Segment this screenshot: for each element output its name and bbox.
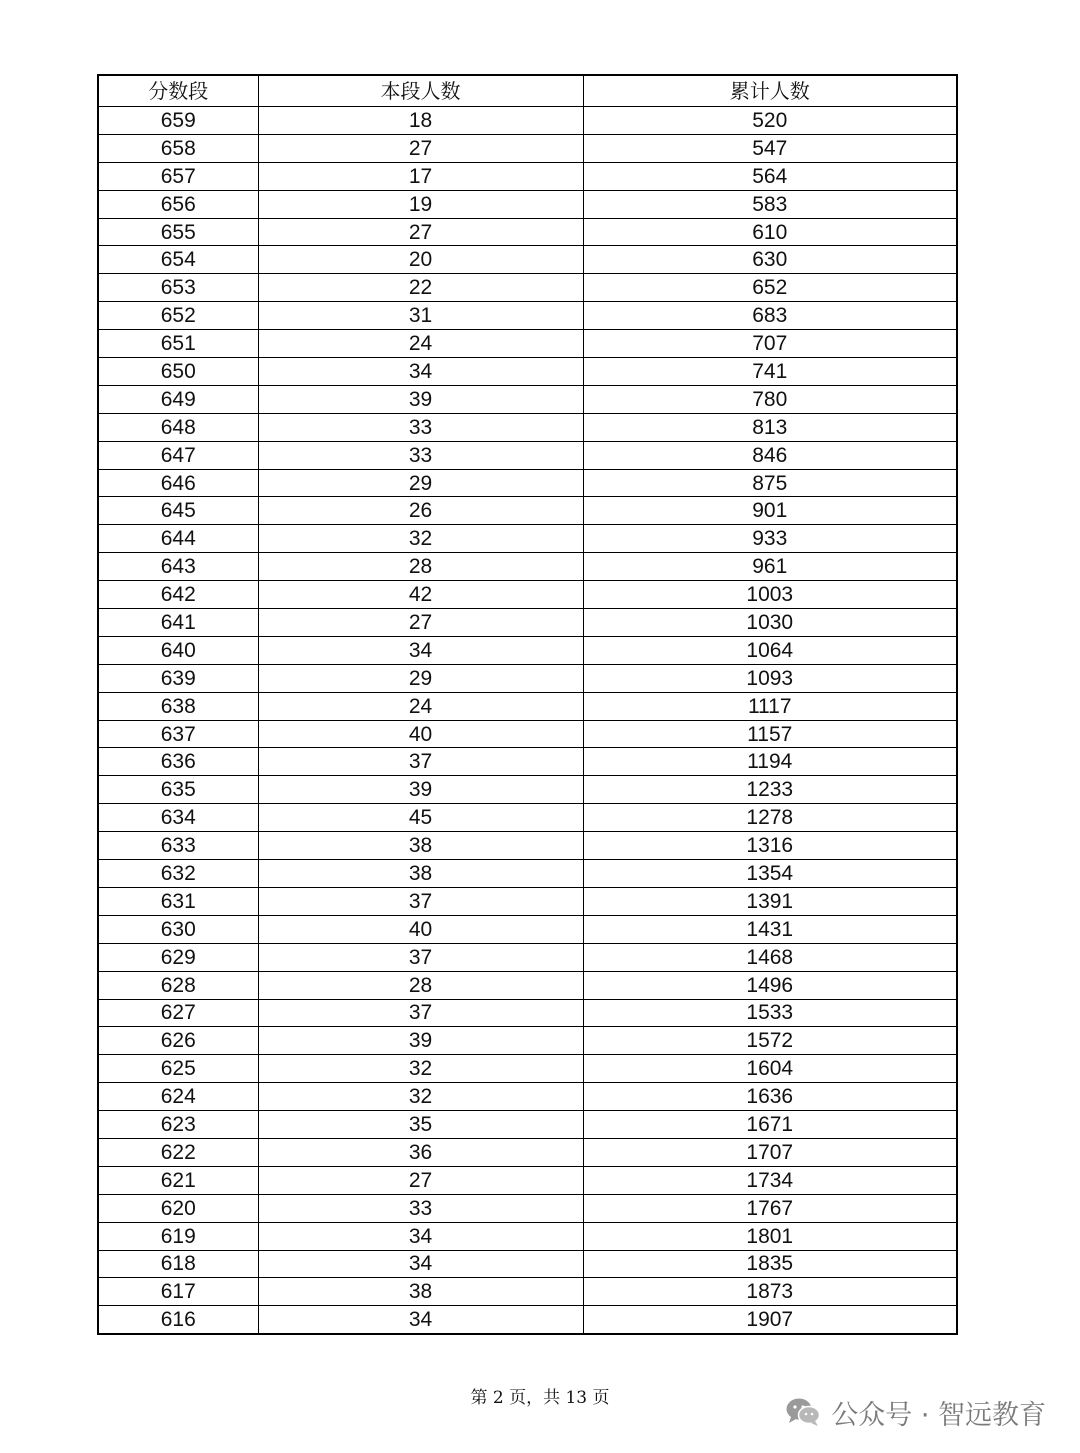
table-row [98,1278,957,1306]
table-row [98,525,957,553]
cumulative-count-cell: 961 [583,553,957,581]
table-row [98,581,957,609]
cumulative-count-cell: 1873 [583,1278,957,1306]
cumulative-count-cell: 1117 [583,692,957,720]
segment-count-cell: 34 [258,636,583,664]
segment-count-cell: 38 [258,860,583,888]
score-cell: 623 [98,1111,258,1139]
score-cell: 626 [98,1027,258,1055]
table-row [98,692,957,720]
header-segment-count: 本段人数 [258,75,583,107]
segment-count-cell: 37 [258,748,583,776]
segment-count-cell: 17 [258,162,583,190]
score-cell: 617 [98,1278,258,1306]
cumulative-count-cell: 901 [583,497,957,525]
table-row [98,832,957,860]
segment-count-cell: 32 [258,1083,583,1111]
cumulative-count-cell: 547 [583,134,957,162]
cumulative-count-cell: 583 [583,190,957,218]
score-cell: 624 [98,1083,258,1111]
score-cell: 629 [98,943,258,971]
segment-count-cell: 39 [258,385,583,413]
segment-count-cell: 37 [258,999,583,1027]
segment-count-cell: 29 [258,469,583,497]
cumulative-count-cell: 1468 [583,943,957,971]
score-cell: 644 [98,525,258,553]
segment-count-cell: 36 [258,1138,583,1166]
cumulative-count-cell: 1233 [583,776,957,804]
score-cell: 621 [98,1166,258,1194]
cumulative-count-cell: 1316 [583,832,957,860]
table-row [98,1027,957,1055]
segment-count-cell: 28 [258,971,583,999]
score-cell: 654 [98,246,258,274]
segment-count-cell: 34 [258,1250,583,1278]
table-row [98,1250,957,1278]
score-cell: 636 [98,748,258,776]
table-body [98,107,957,1335]
table-row [98,915,957,943]
cumulative-count-cell: 1671 [583,1111,957,1139]
table-row [98,748,957,776]
table-row [98,302,957,330]
cumulative-count-cell: 683 [583,302,957,330]
table-row [98,1222,957,1250]
score-cell: 653 [98,274,258,302]
cumulative-count-cell: 1572 [583,1027,957,1055]
segment-count-cell: 20 [258,246,583,274]
segment-count-cell: 27 [258,218,583,246]
cumulative-count-cell: 630 [583,246,957,274]
table-row [98,999,957,1027]
score-cell: 620 [98,1194,258,1222]
segment-count-cell: 38 [258,1278,583,1306]
segment-count-cell: 27 [258,134,583,162]
score-cell: 657 [98,162,258,190]
score-cell: 637 [98,720,258,748]
score-cell: 622 [98,1138,258,1166]
table-row [98,274,957,302]
score-cell: 619 [98,1222,258,1250]
table-row [98,469,957,497]
score-cell: 618 [98,1250,258,1278]
segment-count-cell: 37 [258,943,583,971]
table-row [98,1194,957,1222]
score-distribution-table [97,74,958,1335]
score-cell: 655 [98,218,258,246]
segment-count-cell: 28 [258,553,583,581]
cumulative-count-cell: 1767 [583,1194,957,1222]
watermark-text: 公众号 · 智远教育 [831,1399,1046,1431]
segment-count-cell: 34 [258,358,583,386]
table-row [98,636,957,664]
segment-count-cell: 33 [258,413,583,441]
segment-count-cell: 19 [258,190,583,218]
cumulative-count-cell: 1801 [583,1222,957,1250]
score-cell: 625 [98,1055,258,1083]
segment-count-cell: 27 [258,1166,583,1194]
cumulative-count-cell: 707 [583,330,957,358]
table-row [98,609,957,637]
cumulative-count-cell: 1431 [583,915,957,943]
segment-count-cell: 40 [258,720,583,748]
table-header-row [98,75,957,107]
segment-count-cell: 24 [258,330,583,358]
page-number-footer: 第 2 页，共 13 页 [470,1388,610,1408]
cumulative-count-cell: 1907 [583,1306,957,1334]
table-row [98,358,957,386]
segment-count-cell: 29 [258,664,583,692]
table-row [98,1083,957,1111]
table-row [98,218,957,246]
score-cell: 628 [98,971,258,999]
wechat-icon [785,1397,821,1427]
score-cell: 646 [98,469,258,497]
cumulative-count-cell: 846 [583,441,957,469]
score-cell: 639 [98,664,258,692]
cumulative-count-cell: 1157 [583,720,957,748]
score-cell: 640 [98,636,258,664]
score-cell: 647 [98,441,258,469]
segment-count-cell: 18 [258,107,583,135]
score-cell: 658 [98,134,258,162]
score-cell: 642 [98,581,258,609]
score-cell: 635 [98,776,258,804]
segment-count-cell: 35 [258,1111,583,1139]
segment-count-cell: 39 [258,776,583,804]
score-cell: 630 [98,915,258,943]
cumulative-count-cell: 1707 [583,1138,957,1166]
cumulative-count-cell: 1278 [583,804,957,832]
segment-count-cell: 34 [258,1222,583,1250]
segment-count-cell: 24 [258,692,583,720]
segment-count-cell: 40 [258,915,583,943]
cumulative-count-cell: 1194 [583,748,957,776]
segment-count-cell: 26 [258,497,583,525]
score-cell: 627 [98,999,258,1027]
segment-count-cell: 37 [258,887,583,915]
table-row [98,107,957,135]
table-row [98,943,957,971]
table-row [98,246,957,274]
score-cell: 633 [98,832,258,860]
table-row [98,1111,957,1139]
segment-count-cell: 32 [258,525,583,553]
segment-count-cell: 34 [258,1306,583,1334]
cumulative-count-cell: 1636 [583,1083,957,1111]
cumulative-count-cell: 1604 [583,1055,957,1083]
score-cell: 645 [98,497,258,525]
segment-count-cell: 45 [258,804,583,832]
cumulative-count-cell: 1496 [583,971,957,999]
segment-count-cell: 38 [258,832,583,860]
score-cell: 632 [98,860,258,888]
score-cell: 641 [98,609,258,637]
cumulative-count-cell: 564 [583,162,957,190]
score-cell: 638 [98,692,258,720]
cumulative-count-cell: 933 [583,525,957,553]
cumulative-count-cell: 652 [583,274,957,302]
segment-count-cell: 32 [258,1055,583,1083]
header-cumulative-count: 累计人数 [583,75,957,107]
score-cell: 650 [98,358,258,386]
wechat-watermark [785,1392,1046,1432]
cumulative-count-cell: 1093 [583,664,957,692]
cumulative-count-cell: 610 [583,218,957,246]
score-cell: 652 [98,302,258,330]
cumulative-count-cell: 1003 [583,581,957,609]
table-row [98,860,957,888]
cumulative-count-cell: 1064 [583,636,957,664]
score-cell: 616 [98,1306,258,1334]
score-cell: 643 [98,553,258,581]
score-cell: 659 [98,107,258,135]
table-row [98,720,957,748]
table-row [98,887,957,915]
table-row [98,497,957,525]
cumulative-count-cell: 1030 [583,609,957,637]
table-row [98,413,957,441]
cumulative-count-cell: 1533 [583,999,957,1027]
table-row [98,664,957,692]
cumulative-count-cell: 1835 [583,1250,957,1278]
table-row [98,1055,957,1083]
segment-count-cell: 22 [258,274,583,302]
score-cell: 649 [98,385,258,413]
table-row [98,385,957,413]
cumulative-count-cell: 1391 [583,887,957,915]
score-cell: 651 [98,330,258,358]
table-row [98,553,957,581]
table-row [98,441,957,469]
segment-count-cell: 33 [258,1194,583,1222]
table-row [98,190,957,218]
table-row [98,1138,957,1166]
cumulative-count-cell: 1734 [583,1166,957,1194]
table-row [98,162,957,190]
table-row [98,776,957,804]
cumulative-count-cell: 875 [583,469,957,497]
cumulative-count-cell: 813 [583,413,957,441]
score-cell: 656 [98,190,258,218]
table-row [98,1306,957,1334]
cumulative-count-cell: 520 [583,107,957,135]
segment-count-cell: 31 [258,302,583,330]
cumulative-count-cell: 741 [583,358,957,386]
segment-count-cell: 27 [258,609,583,637]
table-row [98,330,957,358]
segment-count-cell: 42 [258,581,583,609]
table-row [98,134,957,162]
header-score-range: 分数段 [98,75,258,107]
table-row [98,1166,957,1194]
score-cell: 634 [98,804,258,832]
cumulative-count-cell: 1354 [583,860,957,888]
score-cell: 648 [98,413,258,441]
table-row [98,971,957,999]
table-row [98,804,957,832]
score-cell: 631 [98,887,258,915]
segment-count-cell: 39 [258,1027,583,1055]
segment-count-cell: 33 [258,441,583,469]
cumulative-count-cell: 780 [583,385,957,413]
